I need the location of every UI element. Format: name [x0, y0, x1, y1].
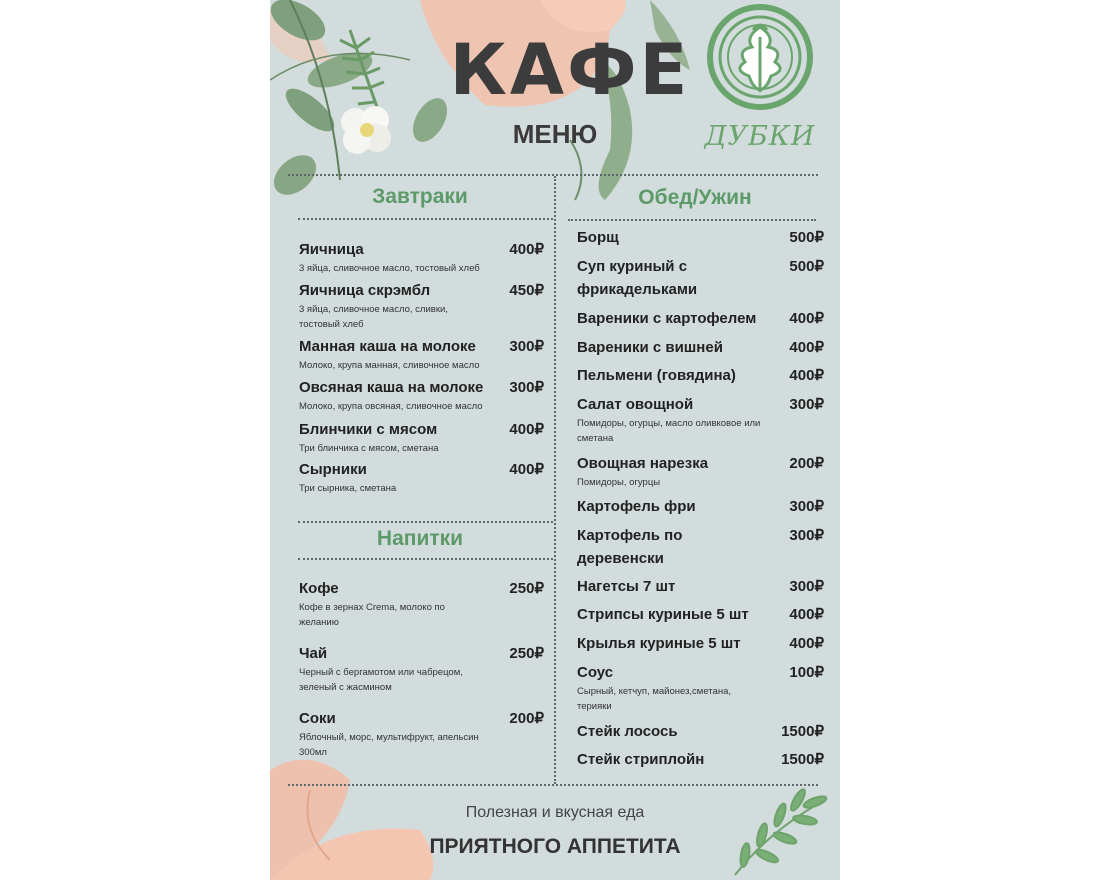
menu-item	[577, 524, 824, 570]
item-name: Нагетсы 7 шт	[577, 578, 676, 595]
item-price: 400₽	[509, 241, 544, 258]
item-description: 3 яйца, сливочное масло, тостовый хлеб	[299, 263, 480, 274]
divider-bottom	[288, 784, 818, 786]
menu-item	[577, 632, 824, 655]
footer-tagline: Полезная и вкусная еда	[465, 804, 645, 821]
menu-item	[577, 452, 824, 490]
menu-item	[299, 707, 544, 760]
item-description: Помидоры, огурцы, масло оливковое или сметана	[577, 418, 761, 444]
item-price: 400₽	[789, 606, 824, 623]
menu-item	[577, 720, 824, 743]
section-title-lunch: Обед/Ужин	[638, 186, 752, 209]
section-title-drinks: Напитки	[376, 527, 464, 550]
menu-subtitle: МЕНЮ	[512, 119, 598, 149]
item-name: Яичница	[299, 241, 364, 258]
item-price: 1500₽	[781, 751, 824, 768]
item-name: Картофель фри	[577, 498, 696, 515]
menu-item	[299, 577, 544, 630]
footer-slogan: ПРИЯТНОГО АППЕТИТА	[429, 835, 681, 858]
item-price: 400₽	[789, 339, 824, 356]
item-price: 500₽	[789, 258, 824, 275]
menu-item	[577, 255, 824, 301]
divider-breakfast	[298, 218, 553, 220]
item-name: Соус	[577, 664, 614, 681]
item-price: 400₽	[509, 461, 544, 478]
menu-item	[299, 642, 544, 695]
item-price: 250₽	[509, 645, 544, 662]
item-description: 3 яйца, сливочное масло, сливки, тостовый хлеб	[299, 304, 448, 330]
divider-drinks-top	[298, 521, 553, 523]
menu-item	[577, 364, 824, 387]
menu-item	[577, 307, 824, 330]
item-price: 200₽	[509, 710, 544, 727]
item-description: Помидоры, огурцы	[577, 477, 661, 488]
item-description: Три блинчика с мясом, сметана	[299, 443, 439, 454]
item-name: Манная каша на молоке	[299, 338, 476, 355]
item-name: Борщ	[577, 229, 619, 246]
item-name: Суп куриный с фрикадельками	[577, 258, 698, 298]
menu-item	[299, 418, 544, 456]
item-name: Кофе	[299, 580, 339, 597]
menu-item	[299, 238, 544, 276]
item-price: 400₽	[789, 310, 824, 327]
menu-item	[577, 661, 824, 714]
menu-poster	[270, 0, 840, 880]
item-description: Яблочный, морс, мультифрукт, апельсин 300мл	[299, 732, 479, 758]
item-name: Пельмени (говядина)	[577, 367, 736, 384]
menu-item	[577, 393, 824, 446]
item-name: Блинчики с мясом	[299, 421, 438, 438]
oak-leaf-tree-ring-icon	[705, 2, 815, 112]
item-name: Чай	[299, 645, 328, 662]
item-description: Молоко, крупа овсяная, сливочное масло	[299, 401, 483, 412]
item-name: Крылья куриные 5 шт	[577, 635, 741, 652]
menu-item	[299, 376, 544, 414]
item-price: 300₽	[789, 527, 824, 544]
menu-item	[299, 335, 544, 373]
menu-item	[577, 226, 824, 249]
item-price: 300₽	[509, 379, 544, 396]
item-price: 1500₽	[781, 723, 824, 740]
menu-item	[577, 336, 824, 359]
item-name: Соки	[299, 710, 336, 727]
logo-text: ДУБКИ	[704, 121, 816, 152]
item-description: Молоко, крупа манная, сливочное масло	[299, 360, 480, 371]
item-name: Стейк стриплойн	[577, 751, 705, 768]
item-price: 300₽	[789, 396, 824, 413]
menu-item	[577, 748, 824, 771]
divider-lunch	[568, 219, 816, 221]
item-name: Овсяная каша на молоке	[299, 379, 484, 396]
item-price: 200₽	[789, 455, 824, 472]
item-description: Черный с бергамотом или чабрецом, зеленый с жасмином	[299, 667, 463, 693]
item-name: Салат овощной	[577, 396, 694, 413]
item-name: Сырники	[299, 461, 367, 478]
item-price: 300₽	[789, 578, 824, 595]
item-price: 250₽	[509, 580, 544, 597]
item-price: 100₽	[789, 664, 824, 681]
menu-item	[577, 575, 824, 598]
item-description: Кофе в зернах Crema, молоко по желанию	[299, 602, 445, 628]
item-name: Картофель по деревенски	[577, 527, 683, 567]
menu-item	[299, 279, 544, 332]
item-name: Овощная нарезка	[577, 455, 709, 472]
divider-vertical	[554, 176, 556, 784]
cafe-title: КАФЕ	[449, 29, 691, 111]
item-name: Яичница скрэмбл	[299, 282, 431, 299]
item-name: Вареники с картофелем	[577, 310, 757, 327]
item-price: 500₽	[789, 229, 824, 246]
item-name: Стейк лосось	[577, 723, 678, 740]
item-price: 400₽	[509, 421, 544, 438]
divider-top	[288, 174, 818, 176]
item-price: 400₽	[789, 367, 824, 384]
item-price: 300₽	[789, 498, 824, 515]
menu-item	[577, 603, 824, 626]
menu-item	[577, 495, 824, 518]
item-description: Три сырника, сметана	[299, 483, 397, 494]
item-price: 450₽	[509, 282, 544, 299]
divider-drinks-bottom	[298, 558, 553, 560]
item-description: Сырный, кетчуп, майонез,сметана, терияки	[577, 686, 732, 712]
item-price: 300₽	[509, 338, 544, 355]
item-name: Стрипсы куриные 5 шт	[577, 606, 749, 623]
menu-item	[299, 458, 544, 496]
item-price: 400₽	[789, 635, 824, 652]
section-title-breakfast: Завтраки	[372, 185, 468, 208]
item-name: Вареники с вишней	[577, 339, 723, 356]
